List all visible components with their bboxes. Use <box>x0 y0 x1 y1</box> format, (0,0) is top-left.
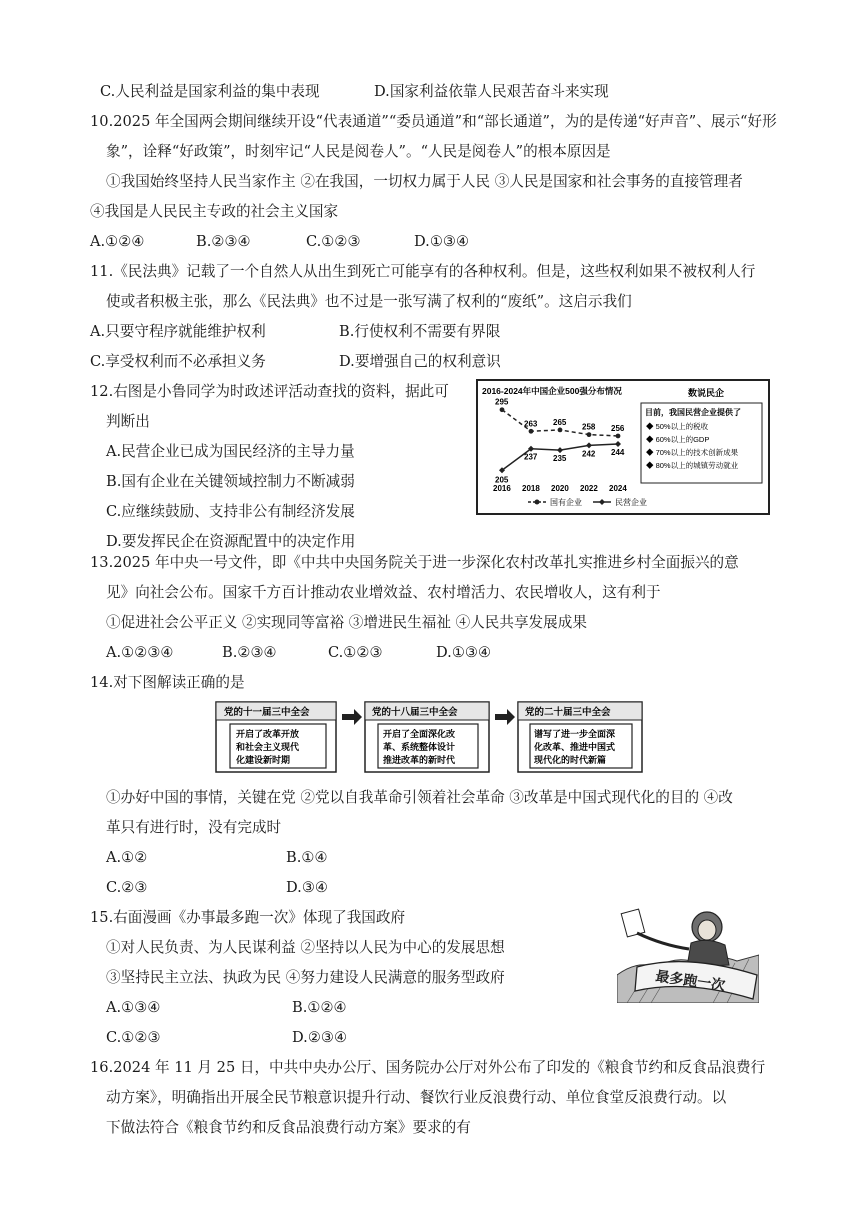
q14-stem: 14.对下图解读正确的是 <box>90 674 245 691</box>
q11-stem-line1: 11.《民法典》记载了一个自然人从出生到死亡可能享有的各种权利。但是，这些权利如果不被权利人行 <box>90 263 756 280</box>
q11-stem-line2: 使或者积极主张，那么《民法典》也不过是一张写满了权利的“废纸”。这启示我们 <box>106 293 632 310</box>
q14-option-b: B.①④ <box>286 849 328 866</box>
data-label-private-2016: 205 <box>495 475 509 485</box>
q14-statements-line1: ①办好中国的事情，关键在党 ②党以自我革命引领着社会革命 ③改革是中国式现代化的目的 ④改 <box>106 789 733 806</box>
data-label-private-2024: 244 <box>611 448 625 458</box>
q12-stem-line2: 判断出 <box>106 413 150 430</box>
comic-illustration <box>617 905 759 1003</box>
q14-option-c: C.②③ <box>106 879 148 896</box>
enterprise-500-chart <box>478 381 768 513</box>
flow-block-3-line2: 化改革、推进中国式 <box>534 743 616 753</box>
q14-flow-diagram <box>214 700 644 775</box>
x-tick-label-2024: 2024 <box>609 484 627 493</box>
flow-block-1-line3: 化建设新时期 <box>236 756 291 766</box>
q15-option-a: A.①③④ <box>106 999 161 1016</box>
q13-stem-line1: 13.2025 年中央一号文件，即《中共中央国务院关于进一步深化农村改革扎实推进乡村全面振兴的意 <box>90 554 739 571</box>
inset-title: 数说民企 <box>688 388 725 398</box>
q13-stem-line2: 见》向社会公布。国家千方百计推动农业增效益、农村增活力、农民增收人，这有利于 <box>106 584 661 601</box>
flow-block-3-title: 党的二十届三中全会 <box>525 707 611 718</box>
q13-option-c: C.①②③ <box>328 644 383 661</box>
point-private-2024 <box>615 441 621 447</box>
x-tick-label-2016: 2016 <box>493 484 511 493</box>
point-state-2020 <box>558 428 563 433</box>
q16-stem-line1: 16.2024 年 11 月 25 日，中共中央办公厅、国务院办公厅对外公布了印发的《粮食节约和反食品浪费行 <box>90 1059 766 1076</box>
flow-block-2-title: 党的十八届三中全会 <box>372 707 458 718</box>
q10-stem-line2: 象”，诠释“好政策”，时刻牢记“人民是阅卷人”。“人民是阅卷人”的根本原因是 <box>106 143 611 160</box>
comic-document <box>621 909 645 937</box>
inset-item-3: ◆ 70%以上的技术创新成果 <box>646 448 739 457</box>
q14-statements-line2: 革只有进行时，没有完成时 <box>106 819 282 836</box>
point-private-2020 <box>557 447 563 453</box>
flow-block-1-line1: 开启了改革开放 <box>236 730 300 740</box>
q15-option-b: B.①②④ <box>292 999 347 1016</box>
legend-marker-state <box>535 500 540 505</box>
comic-arm <box>637 933 689 949</box>
q15-statements-line2: ③坚持民主立法、执政为民 ④努力建设人民满意的服务型政府 <box>106 969 505 986</box>
q14-option-a: A.①② <box>106 849 148 866</box>
q15-stem: 15.右面漫画《办事最多跑一次》体现了我国政府 <box>90 909 406 926</box>
flow-block-2-line2: 革、系统整体设计 <box>383 743 456 753</box>
q13-option-b: B.②③④ <box>222 644 277 661</box>
inset-heading: 目前，我国民营企业提供了 <box>645 408 741 417</box>
q10-option-c: C.①②③ <box>306 233 361 250</box>
inset-item-1: ◆ 50%以上的税收 <box>646 422 709 431</box>
q12-option-b: B.国有企业在关键领域控制力不断减弱 <box>106 473 355 490</box>
legend-marker-private <box>599 499 605 505</box>
flow-block-1-title: 党的十一届三中全会 <box>224 707 310 718</box>
q9-option-c: C.人民利益是国家利益的集中表现 <box>100 83 320 100</box>
point-state-2022 <box>587 432 592 437</box>
q10-statement-4: ④我国是人民民主专政的社会主义国家 <box>90 203 339 220</box>
q12-option-c: C.应继续鼓励、支持非公有制经济发展 <box>106 503 355 520</box>
x-tick-label-2018: 2018 <box>522 484 540 493</box>
x-tick-label-2020: 2020 <box>551 484 569 493</box>
data-label-private-2018: 237 <box>524 452 538 462</box>
inset-item-2: ◆ 60%以上的GDP <box>646 435 710 444</box>
q15-statements-line1: ①对人民负责、为人民谋利益 ②坚持以人民为中心的发展思想 <box>106 939 505 956</box>
q11-option-b: B.行使权利不需要有界限 <box>339 323 501 340</box>
flow-block-1-line2: 和社会主义现代 <box>236 743 300 753</box>
q12-option-a: A.民营企业已成为国民经济的主导力量 <box>106 443 355 460</box>
legend-label-private: 民营企业 <box>615 498 647 507</box>
comic-banner-text: 最多跑一次 <box>654 968 727 995</box>
point-state-2016 <box>500 407 505 412</box>
q10-option-d: D.①③④ <box>414 233 470 250</box>
data-label-private-2020: 235 <box>553 454 567 464</box>
q15-option-c: C.①②③ <box>106 1029 161 1046</box>
q13-option-d: D.①③④ <box>436 644 492 661</box>
data-label-state-2024: 256 <box>611 423 625 433</box>
flow-block-2-line3: 推进改革的新时代 <box>383 756 456 766</box>
data-label-state-2018: 263 <box>524 419 538 429</box>
q14-option-d: D.③④ <box>286 879 328 896</box>
q12-chart <box>476 379 770 515</box>
q11-option-d: D.要增强自己的权利意识 <box>339 353 501 370</box>
q11-option-a: A.只要守程序就能维护权利 <box>90 323 266 340</box>
q11-option-c: C.享受权利而不必承担义务 <box>90 353 266 370</box>
q15-option-d: D.②③④ <box>292 1029 348 1046</box>
data-label-private-2022: 242 <box>582 449 596 459</box>
reform-flow-svg <box>214 700 644 775</box>
q12-option-d: D.要发挥民企在资源配置中的决定作用 <box>106 533 356 550</box>
chart-title: 2016-2024年中国企业500强分布情况 <box>482 386 622 396</box>
q16-stem-line3: 下做法符合《粮食节约和反食品浪费行动方案》要求的有 <box>106 1119 471 1136</box>
flow-block-3-line1: 谱写了进一步全面深 <box>534 730 616 740</box>
comic-person-face <box>698 920 716 940</box>
q10-option-a: A.①②④ <box>90 233 145 250</box>
inset-item-4: ◆ 80%以上的城镇劳动就业 <box>646 461 739 470</box>
point-private-2022 <box>586 442 592 448</box>
q15-comic <box>617 905 759 1003</box>
point-state-2018 <box>529 429 534 434</box>
data-label-state-2020: 265 <box>553 417 567 427</box>
data-label-state-2022: 258 <box>582 422 596 432</box>
data-label-state-2016: 295 <box>495 397 509 407</box>
flow-block-3-line3: 现代化的时代新篇 <box>534 756 607 766</box>
q13-statements: ①促进社会公平正义 ②实现同等富裕 ③增进民生福祉 ④人民共享发展成果 <box>106 614 587 631</box>
q10-option-b: B.②③④ <box>196 233 251 250</box>
flow-arrow-1 <box>342 709 362 725</box>
q10-statements: ①我国始终坚持人民当家作主 ②在我国，一切权力属于人民 ③人民是国家和社会事务的直接管理者 <box>106 173 743 190</box>
x-tick-label-2022: 2022 <box>580 484 598 493</box>
q10-stem-line1: 10.2025 年全国两会期间继续开设“代表通道”“委员通道”和“部长通道”，为的是传递“好声音”、展示“好形 <box>90 113 777 130</box>
flow-block-2-line1: 开启了全面深化改 <box>383 730 456 740</box>
point-state-2024 <box>616 434 621 439</box>
q9-option-d: D.国家利益依靠人民艰苦奋斗来实现 <box>374 83 609 100</box>
q12-stem-line1: 12.右图是小鲁同学为时政述评活动查找的资料，据此可 <box>90 383 449 400</box>
q13-option-a: A.①②③④ <box>106 644 174 661</box>
q16-stem-line2: 动方案》，明确指出开展全民节粮意识提升行动、餐饮行业反浪费行动、单位食堂反浪费行动。以 <box>106 1089 727 1106</box>
legend-label-state: 国有企业 <box>550 498 582 507</box>
flow-arrow-2 <box>495 709 515 725</box>
